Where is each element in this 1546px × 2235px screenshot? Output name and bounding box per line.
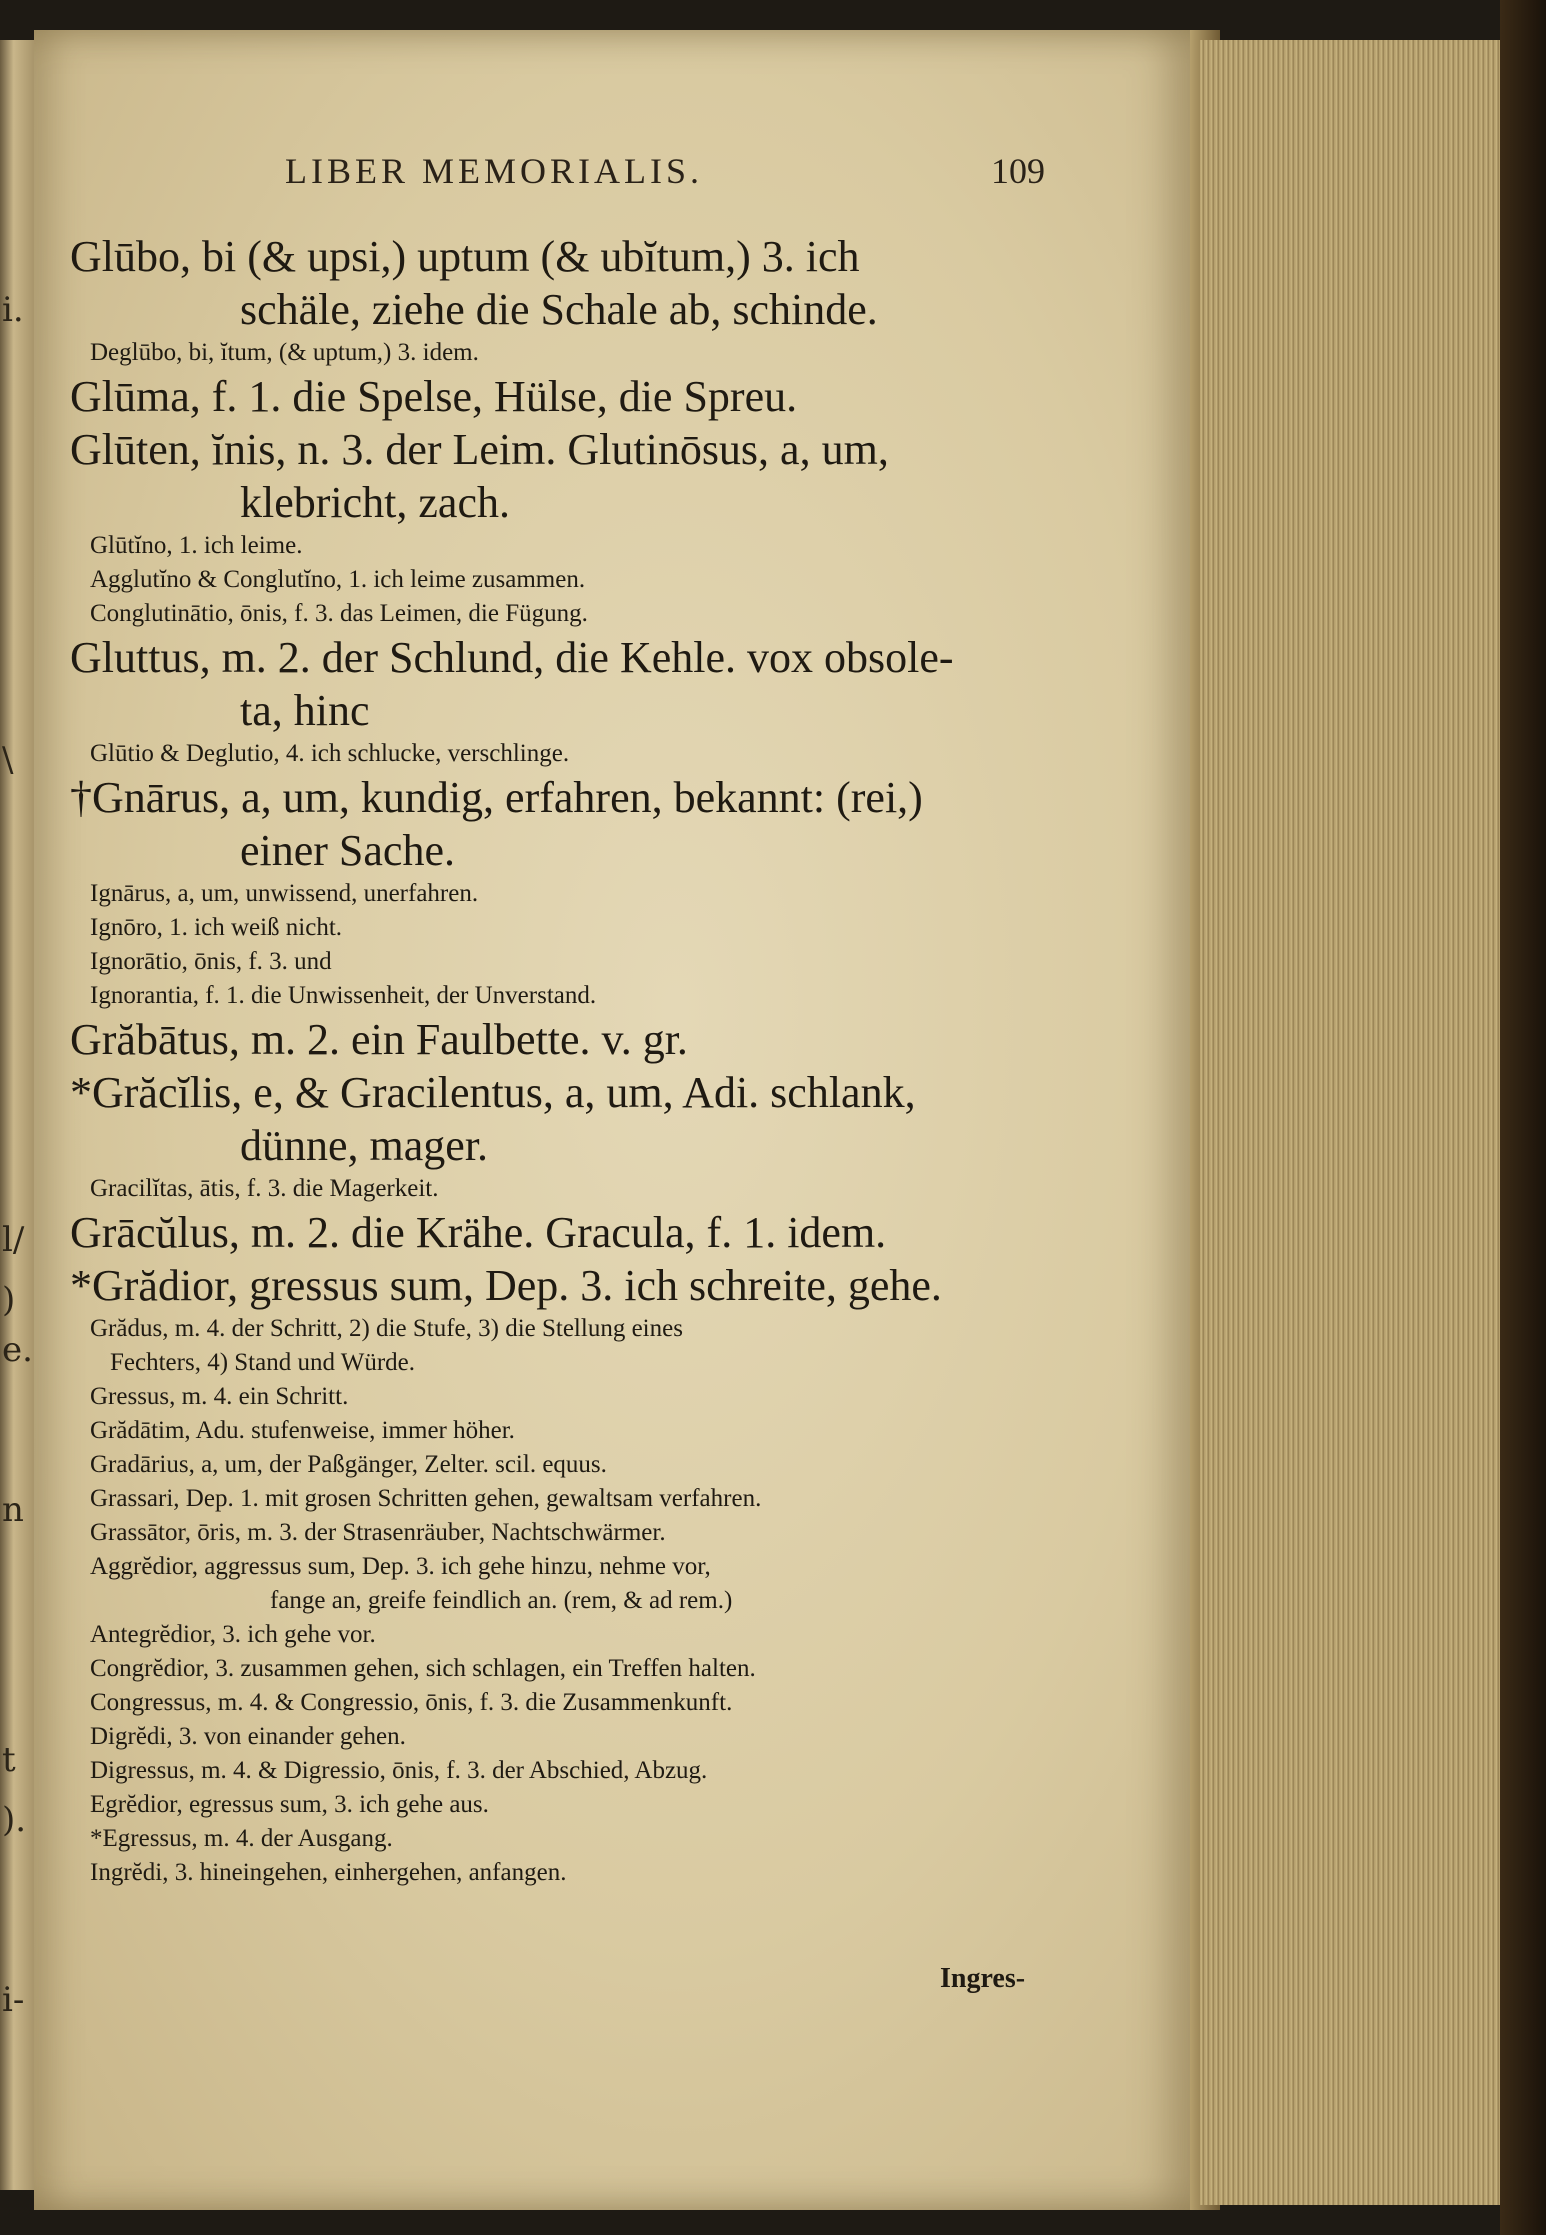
headword-line: Glūbo, bi (& upsi,) uptum (& ubĭtum,) 3. ich	[70, 232, 860, 281]
catchword: Ingres-	[940, 1963, 1026, 1994]
derivative-line: Gracilĭtas, ātis, f. 3. die Magerkeit.	[90, 1175, 439, 1202]
dictionary-entries	[70, 230, 1050, 1890]
derivative-line: Grădus, m. 4. der Schritt, 2) die Stufe, 3) die Stellung eines	[90, 1315, 683, 1342]
margin-fragment: t	[2, 1740, 16, 1780]
derivative-line: *Egressus, m. 4. der Ausgang.	[90, 1825, 393, 1852]
derivative-line: Ignorātio, ōnis, f. 3. und	[90, 948, 332, 975]
derivative-line: Grassātor, ōris, m. 3. der Strasenräuber, Nachtschwärmer.	[90, 1519, 666, 1546]
page-block-edge	[1200, 40, 1500, 2205]
headword-line: *Grădior, gressus sum, Dep. 3. ich schreite, gehe.	[70, 1261, 942, 1310]
derivative-line: Congrĕdior, 3. zusammen gehen, sich schlagen, ein Treffen halten.	[90, 1655, 756, 1682]
derivative-line: Agglutĭno & Conglutĭno, 1. ich leime zusammen.	[90, 566, 586, 593]
derivative-line: Digrĕdi, 3. von einander gehen.	[90, 1723, 406, 1750]
headword-line: †Gnārus, a, um, kundig, erfahren, bekannt: (rei,)	[70, 773, 923, 822]
previous-page-edge	[0, 40, 34, 2190]
margin-fragment: )	[2, 1280, 16, 1320]
page-number: 109	[991, 151, 1045, 191]
headword-line: einer Sache.	[240, 826, 455, 875]
headword-line: Glūten, ĭnis, n. 3. der Leim. Glutinōsus, a, um,	[70, 425, 889, 474]
derivative-line: Antegrĕdior, 3. ich gehe vor.	[90, 1621, 376, 1648]
derivative-line: Ignorantia, f. 1. die Unwissenheit, der Unverstand.	[90, 982, 597, 1009]
derivative-line: Deglūbo, bi, ĭtum, (& uptum,) 3. idem.	[90, 339, 479, 366]
margin-fragment: ).	[2, 1800, 27, 1840]
running-title: LIBER MEMORIALIS.	[285, 151, 703, 191]
headword-line: Gluttus, m. 2. der Schlund, die Kehle. vox obsole-	[70, 633, 954, 682]
derivative-line: Conglutinātio, ōnis, f. 3. das Leimen, die Fügung.	[90, 600, 588, 627]
derivative-line: Digressus, m. 4. & Digressio, ōnis, f. 3. der Abschied, Abzug.	[90, 1757, 708, 1784]
page-header	[285, 150, 1045, 200]
headword-line: klebricht, zach.	[240, 478, 510, 527]
margin-fragment: i.	[2, 290, 24, 330]
derivative-line: Ignārus, a, um, unwissend, unerfahren.	[90, 880, 479, 907]
headword-line: ta, hinc	[240, 686, 370, 735]
margin-fragment: i-	[2, 1980, 25, 2020]
margin-fragment: l/	[2, 1220, 25, 1260]
derivative-line: Grassari, Dep. 1. mit grosen Schritten gehen, gewaltsam verfahren.	[90, 1485, 762, 1512]
headword-line: schäle, ziehe die Schale ab, schinde.	[240, 285, 878, 334]
margin-fragment: n	[2, 1490, 24, 1530]
derivative-line: Aggrĕdior, aggressus sum, Dep. 3. ich gehe hinzu, nehme vor,	[90, 1553, 711, 1580]
derivative-line: Gressus, m. 4. ein Schritt.	[90, 1383, 349, 1410]
derivative-line: Congressus, m. 4. & Congressio, ōnis, f. 3. die Zusammenkunft.	[90, 1689, 733, 1716]
derivative-line: Egrĕdior, egressus sum, 3. ich gehe aus.	[90, 1791, 489, 1818]
derivative-line: Gradārius, a, um, der Paßgänger, Zelter. scil. equus.	[90, 1451, 607, 1478]
headword-line: Glūma, f. 1. die Spelse, Hülse, die Spreu.	[70, 372, 798, 421]
margin-fragment: \	[2, 740, 14, 780]
derivative-line: Ignōro, 1. ich weiß nicht.	[90, 914, 343, 941]
derivative-line: Ingrĕdi, 3. hineingehen, einhergehen, anfangen.	[90, 1859, 567, 1886]
derivative-line: Glūtĭno, 1. ich leime.	[90, 532, 303, 559]
headword-line: dünne, mager.	[240, 1121, 489, 1170]
headword-line: Grăbātus, m. 2. ein Faulbette. v. gr.	[70, 1015, 688, 1064]
book-cover-edge	[1500, 0, 1546, 2235]
derivative-line: Grădātim, Adu. stufenweise, immer höher.	[90, 1417, 515, 1444]
headword-line: *Grăcĭlis, e, & Gracilentus, a, um, Adi. schlank,	[70, 1068, 916, 1117]
derivative-line: Fechters, 4) Stand und Würde.	[110, 1349, 416, 1376]
derivative-line: fange an, greife feindlich an. (rem, & ad rem.)	[270, 1587, 733, 1614]
margin-fragment: e.	[2, 1330, 33, 1370]
derivative-line: Glūtio & Deglutio, 4. ich schlucke, verschlinge.	[90, 740, 570, 767]
headword-line: Grācŭlus, m. 2. die Krähe. Gracula, f. 1. idem.	[70, 1208, 887, 1257]
